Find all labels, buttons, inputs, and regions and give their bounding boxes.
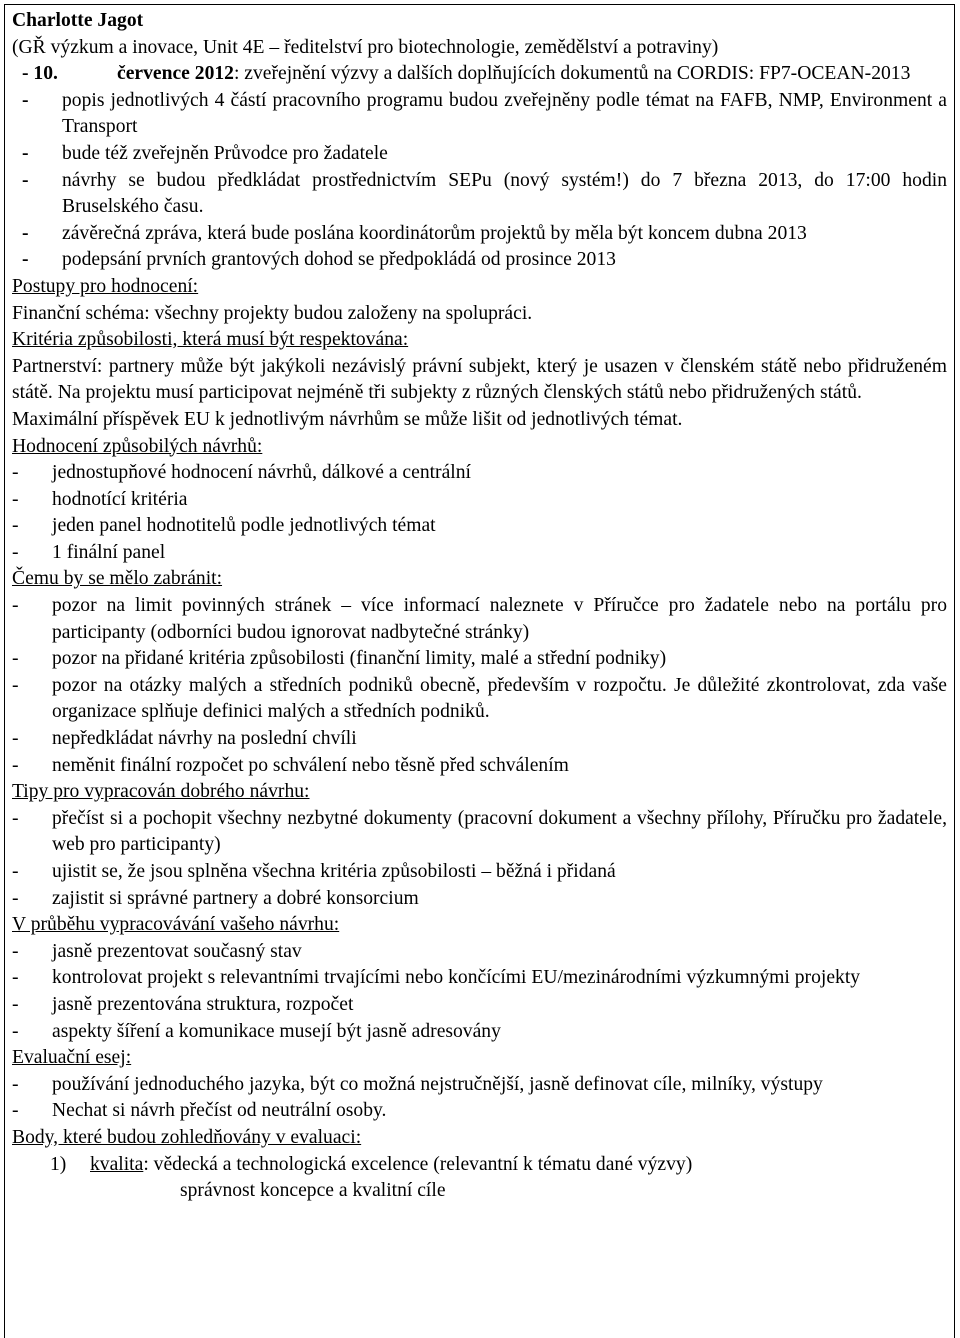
list-item-text: aspekty šíření a komunikace musejí být jasně adresovány bbox=[52, 1020, 501, 1042]
timeline-first-date: července 2012 bbox=[117, 63, 234, 85]
dash-bullet: - bbox=[12, 515, 19, 537]
dash-bullet: - bbox=[22, 169, 29, 191]
dash-bullet: - bbox=[12, 887, 19, 909]
timeline-text: závěrečná zpráva, která bude poslána koordinátorům projektů by měla být koncem dubna 2013 bbox=[62, 222, 807, 244]
item-number: 1) bbox=[50, 1153, 67, 1175]
timeline-first-dash: - 10. bbox=[22, 63, 58, 85]
list-item bbox=[12, 992, 947, 1019]
list-item-text: neměnit finální rozpočet po schválení nebo těsně před schválením bbox=[52, 754, 569, 776]
list-item-text: nepředkládat návrhy na poslední chvíli bbox=[52, 728, 357, 750]
timeline-first bbox=[12, 61, 947, 88]
timeline-text: návrhy se budou předkládat prostřednictvím SEPu (nový systém!) do 7 března 2013, do 17:00 hodin Bruselského času. bbox=[62, 169, 947, 218]
list-item bbox=[12, 487, 947, 514]
timeline-text: bude též zveřejněn Průvodce pro žadatele bbox=[62, 142, 388, 164]
list-item-text: jasně prezentovat současný stav bbox=[52, 940, 302, 962]
dash-bullet: - bbox=[12, 648, 19, 670]
list-item-text: používání jednoduchého jazyka, být co možná nejstručnější, jasně definovat cíle, milníky, výstupy bbox=[52, 1073, 823, 1095]
timeline-item bbox=[12, 221, 947, 248]
dash-bullet: - bbox=[12, 1100, 19, 1122]
list-item-text: přečíst si a pochopit všechny nezbytné dokumenty (pracovní dokument a všechny přílohy, Příručku pro žadatele, web pro participanty) bbox=[52, 807, 947, 856]
max-contribution-paragraph: Maximální příspěvek EU k jednotlivým návrhům se může lišit od jednotlivých témat. bbox=[12, 408, 683, 430]
list-item bbox=[12, 753, 947, 780]
list-item bbox=[12, 593, 947, 646]
partnership-paragraph: Partnerství: partnery může být jakýkoli nezávislý právní subjekt, který je usazen v členském státě nebo přidruženém státě. Na projektu musí participovat nejméně tři subjekty z různých členských států nebo přidružených států. bbox=[12, 355, 947, 404]
list-item bbox=[12, 646, 947, 673]
list-item bbox=[12, 939, 947, 966]
dash-bullet: - bbox=[22, 249, 29, 271]
timeline-text: popis jednotlivých 4 částí pracovního programu budou zveřejněny podle témat na FAFB, NMP, Environment a Transport bbox=[62, 89, 947, 138]
list-item-text: pozor na přidané kritéria způsobilosti (finanční limity, malé a střední podniky) bbox=[52, 648, 667, 670]
list-item-text: 1 finální panel bbox=[52, 541, 166, 563]
dash-bullet: - bbox=[12, 1020, 19, 1042]
list-item-text: pozor na limit povinných stránek – více informací naleznete v Příručce pro žadatele nebo na portálu pro participanty (odborníci budou ignorovat nadbytečné stránky) bbox=[52, 595, 947, 643]
numbered-item bbox=[12, 1152, 947, 1179]
list-item bbox=[12, 886, 947, 913]
dash-bullet: - bbox=[12, 488, 19, 510]
dash-bullet: - bbox=[22, 222, 29, 244]
list-item bbox=[12, 806, 947, 859]
list-item bbox=[12, 1098, 947, 1125]
list-item bbox=[12, 1072, 947, 1099]
list-item bbox=[12, 513, 947, 540]
section-heading-essay: Evaluační esej: bbox=[12, 1047, 132, 1069]
dash-bullet: - bbox=[12, 728, 19, 750]
timeline-item bbox=[12, 141, 947, 168]
dash-bullet: - bbox=[12, 674, 19, 696]
section-heading-points: Body, které budou zohledňovány v evaluaci: bbox=[12, 1126, 362, 1148]
section-heading-eligibility: Kritéria způsobilosti, která musí být respektována: bbox=[12, 329, 409, 351]
quality-continuation: správnost koncepce a kvalitní cíle bbox=[180, 1180, 446, 1202]
list-item-text: pozor na otázky malých a středních podniků obecně, především v rozpočtu. Je důležité zkontrolovat, zda vaše organizace splňuje definici malých a středních podniků. bbox=[52, 674, 947, 723]
author-affiliation: (GŘ výzkum a inovace, Unit 4E – ředitelství pro biotechnologie, zemědělství a potraviny) bbox=[12, 36, 719, 58]
list-item-text: jeden panel hodnotitelů podle jednotlivých témat bbox=[52, 515, 436, 537]
list-item bbox=[12, 540, 947, 567]
section-heading-tips: Tipy pro vypracován dobrého návrhu: bbox=[12, 781, 310, 803]
timeline-first-rest: : zveřejnění výzvy a dalších doplňujících dokumentů na CORDIS: FP7-OCEAN-2013 bbox=[233, 63, 911, 85]
dash-bullet: - bbox=[22, 89, 29, 111]
quality-description: : vědecká a technologická excelence (relevantní k tématu dané výzvy) bbox=[143, 1153, 693, 1175]
list-item bbox=[12, 726, 947, 753]
section-heading-evaluation-procedures: Postupy pro hodnocení: bbox=[12, 275, 199, 297]
dash-bullet: - bbox=[12, 462, 19, 484]
list-item bbox=[12, 1019, 947, 1046]
list-item bbox=[12, 460, 947, 487]
numbered-item-text bbox=[90, 1152, 692, 1179]
timeline-item bbox=[12, 61, 947, 88]
quality-keyword: kvalita bbox=[90, 1153, 144, 1175]
dash-bullet: - bbox=[12, 940, 19, 962]
list-item-text: kontrolovat projekt s relevantními trvajícími nebo končícími EU/mezinárodními výzkumnými projekty bbox=[52, 967, 861, 989]
section-heading-during: V průběhu vypracovávání vašeho návrhu: bbox=[12, 914, 340, 936]
dash-bullet: - bbox=[12, 993, 19, 1015]
author-name: Charlotte Jagot bbox=[12, 10, 144, 31]
dash-bullet: - bbox=[12, 807, 19, 829]
list-item-text: jasně prezentována struktura, rozpočet bbox=[52, 993, 354, 1015]
financial-scheme-text: Finanční schéma: všechny projekty budou založeny na spolupráci. bbox=[12, 302, 533, 324]
timeline-item bbox=[12, 88, 947, 141]
section-heading-eligible-evaluation: Hodnocení způsobilých návrhů: bbox=[12, 435, 263, 457]
list-item-text: Nechat si návrh přečíst od neutrální osoby. bbox=[52, 1100, 387, 1122]
list-item bbox=[12, 673, 947, 726]
section-heading-avoid: Čemu by se mělo zabránit: bbox=[12, 568, 223, 590]
dash-bullet: - bbox=[12, 967, 19, 989]
timeline-item bbox=[12, 247, 947, 274]
timeline-item bbox=[12, 168, 947, 221]
dash-bullet: - bbox=[22, 142, 29, 164]
list-item bbox=[12, 965, 947, 992]
list-item-text: ujistit se, že jsou splněna všechna kritéria způsobilosti – běžná i přidaná bbox=[52, 861, 616, 882]
dash-bullet: - bbox=[12, 595, 19, 617]
timeline-text: podepsání prvních grantových dohod se předpokládá od prosince 2013 bbox=[62, 249, 616, 271]
list-item-text: jednostupňové hodnocení návrhů, dálkové a centrální bbox=[52, 462, 471, 484]
list-item-text: zajistit si správné partnery a dobré konsorcium bbox=[52, 887, 419, 909]
document-page bbox=[4, 4, 955, 1338]
list-item-text: hodnotící kritéria bbox=[52, 488, 188, 510]
dash-bullet: - bbox=[12, 754, 19, 776]
dash-bullet: - bbox=[12, 861, 19, 882]
dash-bullet: - bbox=[12, 1073, 19, 1095]
dash-bullet: - bbox=[12, 541, 19, 563]
list-item bbox=[12, 859, 947, 886]
